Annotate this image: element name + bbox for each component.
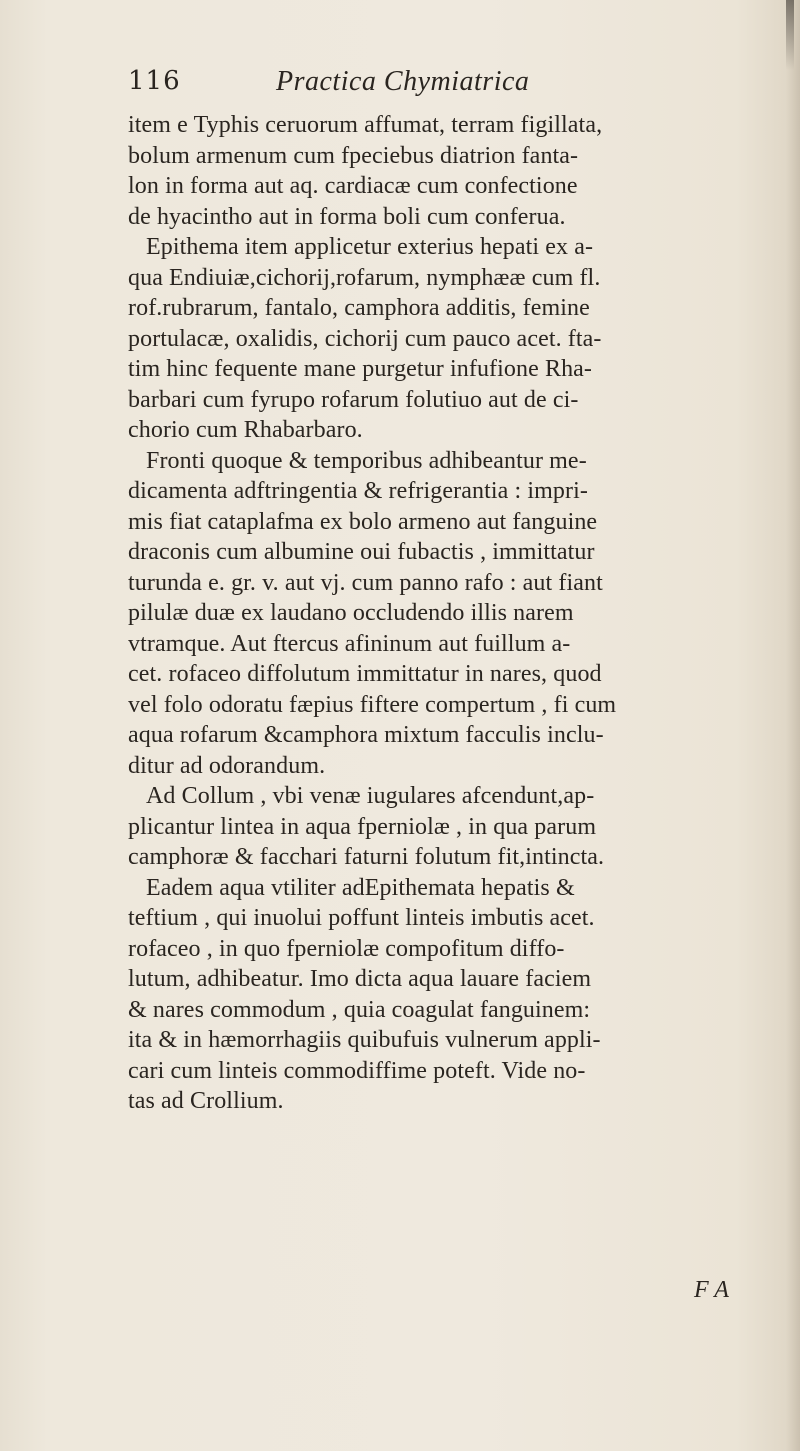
text-line: plicantur lintea in aqua fperniolæ , in qua parum [128, 813, 597, 840]
running-head: Practica Chymiatrica [276, 66, 530, 97]
page-header [128, 66, 768, 106]
text-line: vtramque. Aut ftercus afininum aut fuillum a- [128, 630, 571, 657]
text-line: ita & in hæmorrhagiis quibufuis vulnerum appli- [128, 1027, 601, 1053]
text-line: qua Endiuiæ,cichorij,rofarum, nymphææ cum fl. [128, 264, 601, 291]
text-line: & nares commodum , quia coagulat fanguinem: [128, 996, 591, 1023]
text-line: draconis cum albumine oui fubactis , immittatur [128, 539, 595, 565]
text-line: lon in forma aut aq. cardiacæ cum confectione [128, 173, 578, 199]
text-line: mis fiat cataplafma ex bolo armeno aut fanguine [128, 508, 598, 535]
text-line: barbari cum fyrupo rofarum folutiuo aut de ci- [128, 386, 579, 413]
text-line: lutum, adhibeatur. Imo dicta aqua lauare faciem [128, 966, 592, 992]
text-line: cari cum linteis commodiffime poteft. Vide no- [128, 1057, 586, 1084]
text-line: bolum armenum cum fpeciebus diatrion fanta- [128, 142, 579, 169]
text-line: chorio cum Rhabarbaro. [128, 417, 363, 443]
text-line: cet. rofaceo diffolutum immittatur in nares, quod [128, 661, 602, 687]
text-line: teftium , qui inuolui poffunt linteis imbutis acet. [128, 905, 595, 931]
text-line: ditur ad odorandum. [128, 752, 326, 779]
page-number: 116 [128, 66, 181, 96]
text-line: vel folo odoratu fæpius fiftere compertum , fi cum [128, 691, 617, 718]
body-text [128, 110, 768, 1117]
paragraph-start-line: Epithema item applicetur exterius hepati ex a- [146, 234, 594, 260]
text-line: tas ad Crollium. [128, 1088, 284, 1114]
paragraph-start-line: Eadem aqua vtiliter adEpithemata hepatis & [146, 874, 575, 901]
text-line: rof.rubrarum, fantalo, camphora additis, femine [128, 295, 590, 321]
page-corner-shadow [786, 0, 794, 70]
paragraph-start-line: Fronti quoque & temporibus adhibeantur me- [146, 447, 587, 474]
text-line: tim hinc fequente mane purgetur infufione Rha- [128, 356, 593, 382]
paragraph-start-line: Ad Collum , vbi venæ iugulares afcendunt,ap- [146, 783, 595, 809]
catchword: F A [694, 1277, 729, 1303]
text-line: de hyacintho aut in forma boli cum conferua. [128, 203, 566, 230]
text-line: turunda e. gr. v. aut vj. cum panno rafo : aut fiant [128, 569, 603, 596]
text-line: pilulæ duæ ex laudano occludendo illis narem [128, 600, 574, 626]
text-line: dicamenta adftringentia & refrigerantia : impri- [128, 478, 588, 504]
page-edge-shadow [786, 0, 800, 1451]
text-line: rofaceo , in quo fperniolæ compofitum diffo- [128, 935, 565, 962]
text-line: item e Typhis ceruorum affumat, terram figillata, [128, 112, 603, 138]
text-line: aqua rofarum &camphora mixtum facculis inclu- [128, 722, 604, 748]
text-line: camphoræ & facchari faturni folutum fit,intincta. [128, 844, 605, 870]
text-line: portulacæ, oxalidis, cichorij cum pauco acet. fta- [128, 325, 602, 352]
